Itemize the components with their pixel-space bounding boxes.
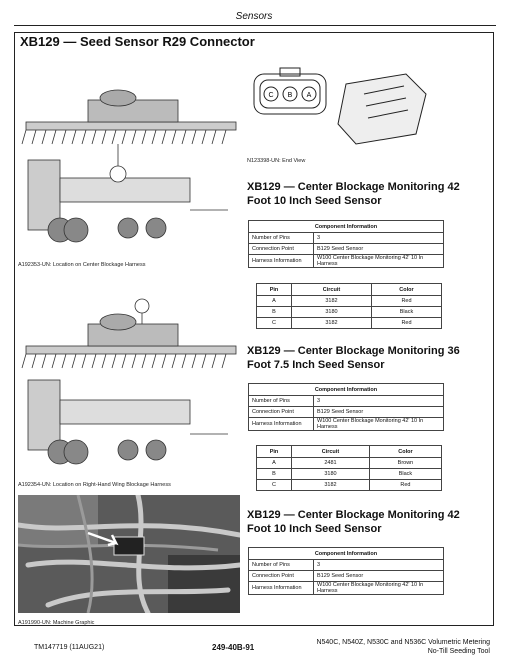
table-row: Connection Point B129 Seed Sensor [249, 571, 444, 582]
table-row: Harness Information W100 Center Blockage Monitoring 42' 10 In Harness [249, 582, 444, 595]
page-header [14, 8, 494, 26]
pin-label-b: B [287, 92, 293, 99]
machine-graphic-photo [18, 495, 240, 613]
pin-table-1: Pin Circuit Color A 3182 Red B 3180 Black C 3182 Red [256, 283, 442, 329]
page-title: XB129 — Seed Sensor R29 Connector [20, 34, 255, 49]
page-number: 249-40B-91 [212, 643, 255, 652]
pin-label-a: A [306, 92, 312, 99]
table-row: Connection Point B129 Seed Sensor [249, 244, 444, 255]
center-harness-location-figure [18, 60, 240, 258]
figure-caption: A191990-UN: Machine Graphic [18, 620, 95, 626]
table-row: Harness Information W100 Center Blockage Monitoring 42' 10 In Harness [249, 255, 444, 268]
figure-caption: A192353-UN: Location on Center Blockage Harness [18, 262, 146, 268]
table-row: Number of Pins 3 [249, 233, 444, 244]
table-row: Number of Pins 3 [249, 560, 444, 571]
right-wing-harness-location-figure [18, 296, 240, 480]
table-row: C 3182 Red [257, 480, 442, 491]
table-row: B 3180 Black [257, 469, 442, 480]
table-row: A 3182 Red [257, 296, 442, 307]
component-info-table-1 [248, 220, 444, 268]
table-row: Harness Information W100 Center Blockage Monitoring 42' 10 In Harness [249, 418, 444, 431]
pin-label-c: C [268, 92, 274, 99]
table-header: Component Information [249, 548, 444, 560]
section-title-3: XB129 — Center Blockage Monitoring 42 Foot 10 Inch Seed Sensor [247, 509, 460, 535]
component-info-table-2 [248, 383, 444, 431]
table-row: Number of Pins 3 [249, 396, 444, 407]
table-row: B 3180 Black [257, 307, 442, 318]
figure-caption: N123398-UN: End View [247, 158, 306, 164]
table-row: C 3182 Red [257, 318, 442, 329]
connector-end-view-figure [246, 64, 436, 152]
section-title-1: XB129 — Center Blockage Monitoring 42 Foot 10 Inch Seed Sensor [247, 181, 460, 207]
table-row: A 2481 Brown [257, 458, 442, 469]
header-rule [14, 25, 496, 26]
table-row: Connection Point B129 Seed Sensor [249, 407, 444, 418]
component-info-table-3 [248, 547, 444, 595]
table-header: Component Information [249, 384, 444, 396]
models-line-1: N540C, N540Z, N530C and N536C Volumetric Metering [316, 639, 490, 646]
document-id: TM147719 (11AUG21) [34, 644, 105, 651]
section-title-2: XB129 — Center Blockage Monitoring 36 Foot 7.5 Inch Seed Sensor [247, 345, 460, 371]
section-title: Sensors [235, 11, 273, 22]
figure-caption: A192354-UN: Location on Right-Hand Wing Blockage Harness [18, 482, 171, 488]
table-header: Component Information [249, 221, 444, 233]
pin-table-2: Pin Circuit Color A 2481 Brown B 3180 Black C 3182 Red [256, 445, 442, 491]
models-line-2: No-Till Seeding Tool [427, 648, 490, 655]
